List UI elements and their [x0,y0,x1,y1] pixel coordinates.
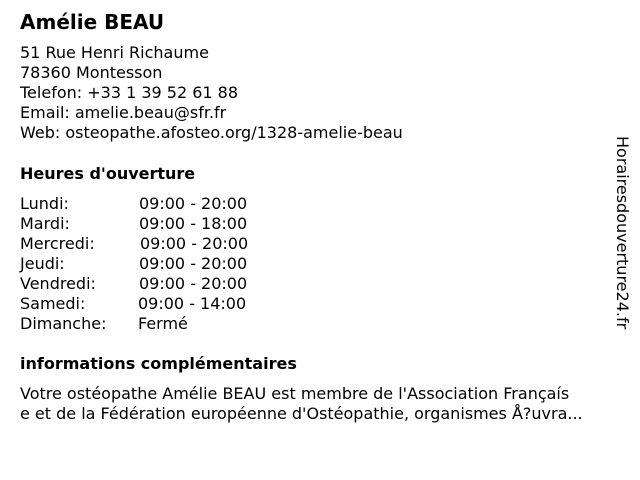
day-label: Samedi: [20,294,86,313]
day-label: Lundi: [20,194,69,213]
time-range: 09:00 - 14:00 [138,294,247,313]
email-address: Email: amelie.beau@sfr.fr [20,103,227,122]
time-range: 09:00 - 18:00 [139,214,248,233]
day-label: Jeudi: [20,254,65,273]
time-range: 09:00 - 20:00 [139,254,248,273]
phone-number: Telefon: +33 1 39 52 61 88 [20,83,239,102]
hours-row-saturday [20,294,280,314]
time-range: 09:00 - 20:00 [140,234,249,253]
additional-info-text [20,384,632,424]
day-label: Vendredi: [20,274,96,293]
street-address: 51 Rue Henri Richaume [20,43,209,62]
site-watermark-label: Horairesdouverture24.fr [613,136,632,330]
time-range: 09:00 - 20:00 [139,274,248,293]
site-watermark [612,136,634,346]
day-label: Dimanche: [20,314,107,333]
time-range: 09:00 - 20:00 [139,194,248,213]
hours-row-thursday [20,254,280,274]
additional-info-heading: informations complémentaires [20,354,297,373]
hours-row-friday [20,274,280,294]
opening-hours-table [20,194,280,334]
hours-row-wednesday [20,234,280,254]
day-label: Mardi: [20,214,70,233]
website-url: Web: osteopathe.afosteo.org/1328-amelie-beau [20,123,403,142]
practitioner-name: Amélie BEAU [20,10,165,34]
description-line: Votre ostéopathe Amélie BEAU est membre de l'Association Françaís [20,384,570,403]
contact-block [20,43,403,143]
time-range: Fermé [138,314,188,333]
city-postcode: 78360 Montesson [20,63,163,82]
description-line: e et de la Fédération européenne d'Ostéopathie, organismes Å?uvra... [20,404,583,423]
day-label: Mercredi: [20,234,95,253]
opening-hours-heading: Heures d'ouverture [20,164,196,183]
hours-row-tuesday [20,214,280,234]
hours-row-monday [20,194,280,214]
hours-row-sunday [20,314,280,334]
